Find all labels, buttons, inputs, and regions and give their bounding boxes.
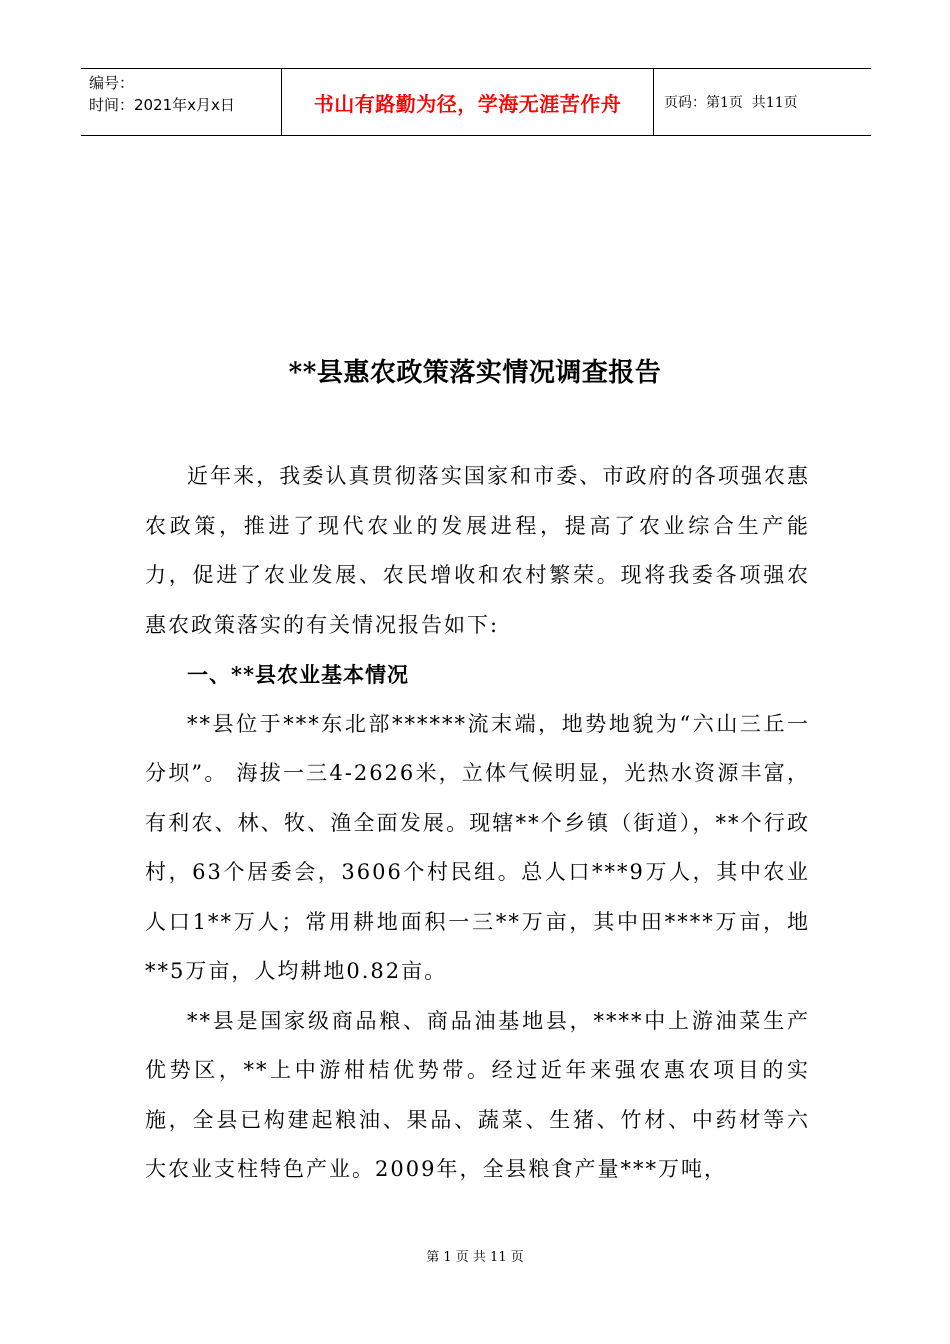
paragraph-industry: **县是国家级商品粮、商品油基地县，****中上游油菜生产优势区，**上中游柑桔优势带。经过近年来强农惠农项目的实施，全县已构建起粮油、果品、蔬菜、生猪、竹材、中药材等六大农业支柱特色产业。2009年，全县粮食产量***万吨， bbox=[145, 1008, 810, 1181]
header-page-info: 页码：第1页 共11页 bbox=[664, 95, 798, 111]
header-motto: 书山有路勤为径，学海无涯苦作舟 bbox=[282, 69, 654, 135]
paragraph-intro: 近年来，我委认真贯彻落实国家和市委、市政府的各项强农惠农政策，推进了现代农业的发展进程，提高了农业综合生产能力，促进了农业发展、农民增收和农村繁荣。现将我委各项强农惠农政策落实的有关情况报告如下: bbox=[145, 464, 810, 637]
page-footer: 第 1 页 共 11 页 bbox=[426, 1250, 524, 1265]
number-label: 编号： bbox=[89, 74, 135, 92]
document-body bbox=[145, 452, 810, 1195]
time-label: 时间：2021年x月x日 bbox=[89, 96, 235, 114]
header-meta-cell bbox=[81, 69, 282, 135]
document-header bbox=[81, 68, 871, 136]
section-heading: 一、**县农业基本情况 bbox=[187, 662, 409, 687]
paragraph-location: **县位于***东北部******流末端，地势地貌为“六山三丘一分坝”。 海拔一三4-2626米，立体气候明显，光热水资源丰富，有利农、林、牧、渔全面发展。现辖**个乡镇（街道），**个行政村，63个居委会，3606个村民组。总人口***9万人，其中农业人口1**万人；常用耕地面积一三**万亩，其中田****万亩，地**5万亩，人均耕地0.82亩。 bbox=[145, 711, 810, 983]
document-title: **县惠农政策落实情况调查报告 bbox=[288, 358, 662, 388]
